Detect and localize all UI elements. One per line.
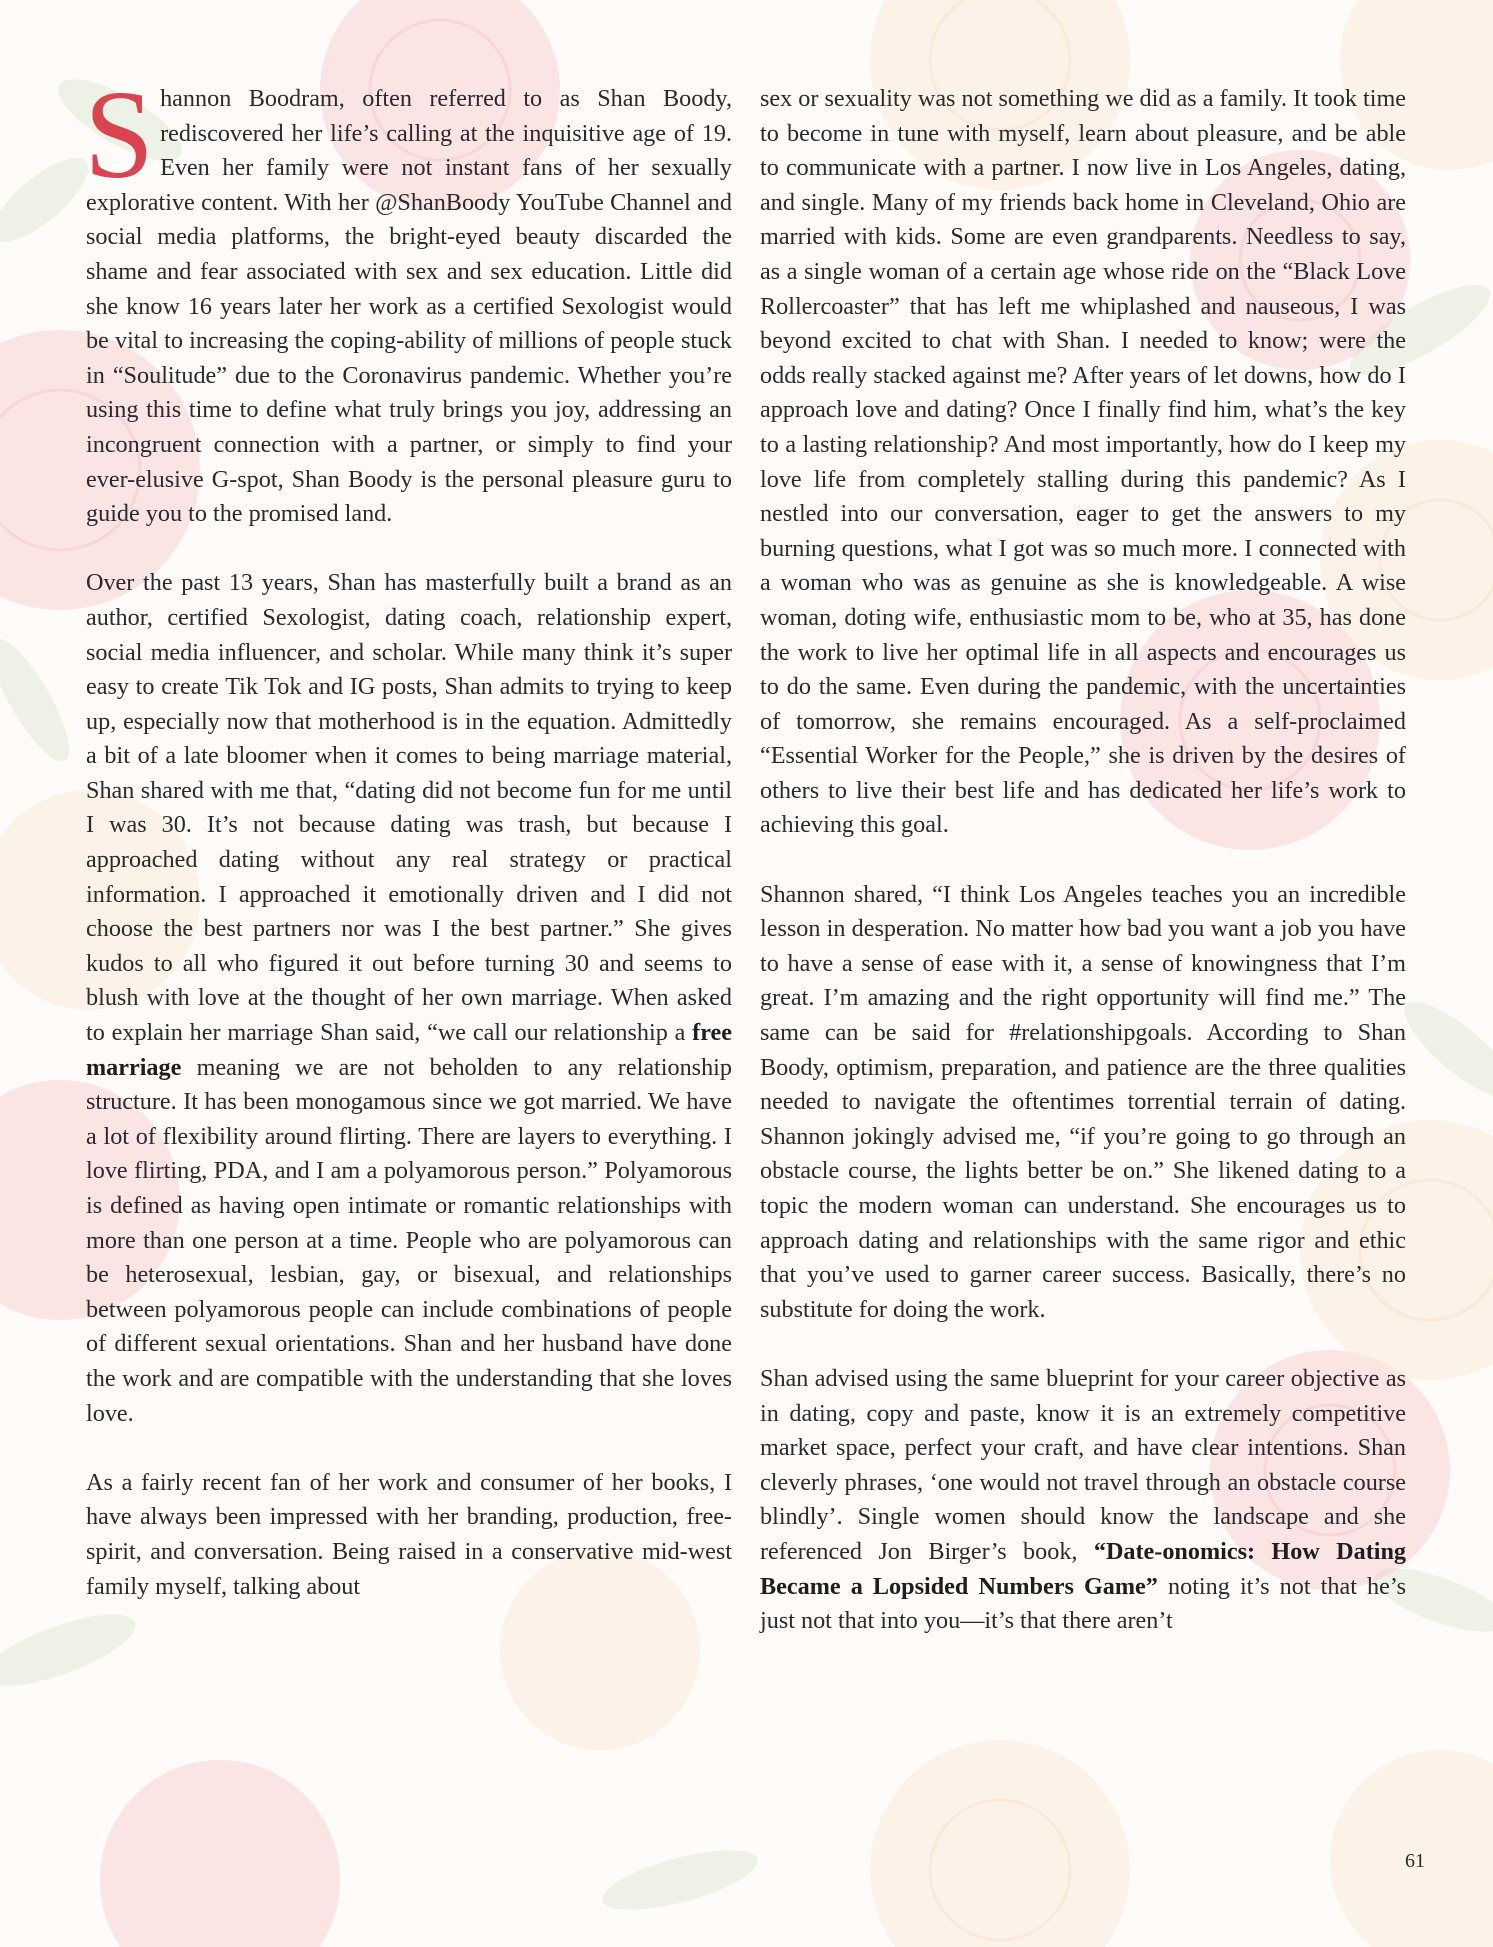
- paragraph-3-continued: [760, 82, 1406, 843]
- paragraph-2: [86, 566, 732, 1431]
- paragraph-2-text-b: meaning we are not beholden to any relationship structure. It has been monogamous since we got married. We have a lot of flexibility around flirting. There are layers to everything. I love flirting, PDA, and I am a polyamorous person.” Polyamorous is defined as having open intimate or romantic relationships with more than one person at a time. People who are polyamorous can be heterosexual, lesbian, gay, or bisexual, and relationships between polyamorous people can include combinations of people of different sexual orientations. Shan and her husband have done the work and are compatible with the understanding that she loves love.: [86, 1053, 732, 1427]
- article-column-left: [84, 66, 732, 1604]
- paragraph-4-text: Shannon shared, “I think Los Angeles teaches you an incredible lesson in desperation. No matter how bad you want a job you have to have a sense of ease with it, a sense of knowingness that I’m great. I’m amazing and the right opportunity will find me.” The same can be said for #relationshipgoals. According to Shan Boody, optimism, preparation, and patience are the three qualities needed to navigate the oftentimes torrential terrain of dating. Shannon jokingly advised me, “if you’re going to go through an obstacle course, the lights better be on.” She likened dating to a topic the modern woman can understand. She encourages us to approach dating and relationships with the same rigor and ethic that you’ve used to garner career success. Basically, there’s no substitute for doing the work.: [760, 880, 1406, 1323]
- paragraph-3: [86, 1466, 732, 1604]
- free-marriage-emphasis: free marriage: [86, 1019, 732, 1081]
- paragraph-2-text-a: Over the past 13 years, Shan has masterfully built a brand as an author, certified Sexologist, dating coach, relationship expert, social media influencer, and scholar. While many think it’s super easy to create Tik Tok and IG posts, Shan admits to trying to keep up, especially now that motherhood is in the equation. Admittedly a bit of a late bloomer when it comes to being marriage material, Shan shared with me that, “dating did not become fun for me until I was 30. It’s not because dating was trash, but because I approached dating without any real strategy or practical information. I approached it emotionally driven and I did not choose the best partners nor was I the best partner.” She gives kudos to all who figured it out before turning 30 and seems to blush with love at the thought of her own marriage. When asked to explain her marriage Shan said, “we call our relationship a: [86, 569, 732, 1047]
- book-title-emphasis: “Date-onomics: How Dating Became a Lopsided Numbers Game”: [760, 1537, 1407, 1600]
- paragraph-5-text-b: noting it’s not that he’s just not that into you—it’s that there aren’t: [760, 1572, 1406, 1635]
- paragraph-3-continued-text: sex or sexuality was not something we did as a family. It took time to become in tune with myself, learn about pleasure, and be able to communicate with a partner. I now live in Los Angeles, dating, and single. Many of my friends back home in Cleveland, Ohio are married with kids. Some are even grandparents. Needless to say, as a single woman of a certain age whose ride on the “Black Love Rollercoaster” that has left me whiplashed and nauseous, I was beyond excited to chat with Shan. I needed to know; were the odds really stacked against me? After years of let downs, how do I approach love and dating? Once I finally find him, what’s the key to a lasting relationship? And most importantly, how do I keep my love life from completely stalling during this pandemic? As I nestled into our conversation, eager to get the answers to my burning questions, what I got was so much more. I connected with a woman who was as genuine as she is knowledgeable. A wise woman, doting wife, enthusiastic mom to be, who at 35, has done the work to live her optimal life in all aspects and encourages us to do the same. Even during the pandemic, with the uncertainties of tomorrow, she remains encouraged. As a self-proclaimed “Essential Worker for the People,” she is driven by the desires of others to live their best life and has dedicated her life’s work to achieving this goal.: [760, 85, 1406, 839]
- paragraph-3-text: As a fairly recent fan of her work and consumer of her books, I have always been impressed with her branding, production, free-spirit, and conversation. Being raised in a conservative mid-west family myself, talking about: [86, 1468, 732, 1600]
- page-number: 61: [1405, 1850, 1425, 1872]
- paragraph-5: [760, 1362, 1406, 1639]
- intro-text: hannon Boodram, often referred to as Shan Boody, rediscovered her life’s calling at the inquisitive age of 19. Even her family were not instant fans of her sexually explorative content. With her @ShanBoody YouTube Channel and social media platforms, the bright-eyed beauty discarded the shame and fear associated with sex and sex education. Little did she know 16 years later her work as a certified Sexologist would be vital to increasing the coping-ability of millions of people stuck in “Soulitude” due to the Coronavirus pandemic. Whether you’re using this time to define what truly brings you joy, addressing an incongruent connection with a partner, or simply to find your ever-elusive G-spot, Shan Boody is the personal pleasure guru to guide you to the promised land.: [86, 85, 732, 528]
- paragraph-4: [760, 878, 1406, 1328]
- drop-cap: S: [84, 66, 155, 205]
- paragraph-5-text-a: Shan advised using the same blueprint for your career objective as in dating, copy and paste, know it is an extremely competitive market space, perfect your craft, and have clear intentions. Shan cleverly phrases, ‘one would not travel through an obstacle course blindly’. Single women should know the landscape and she referenced Jon Birger’s book,: [760, 1364, 1406, 1565]
- intro-paragraph: [84, 66, 732, 532]
- article-column-right: [760, 82, 1406, 1639]
